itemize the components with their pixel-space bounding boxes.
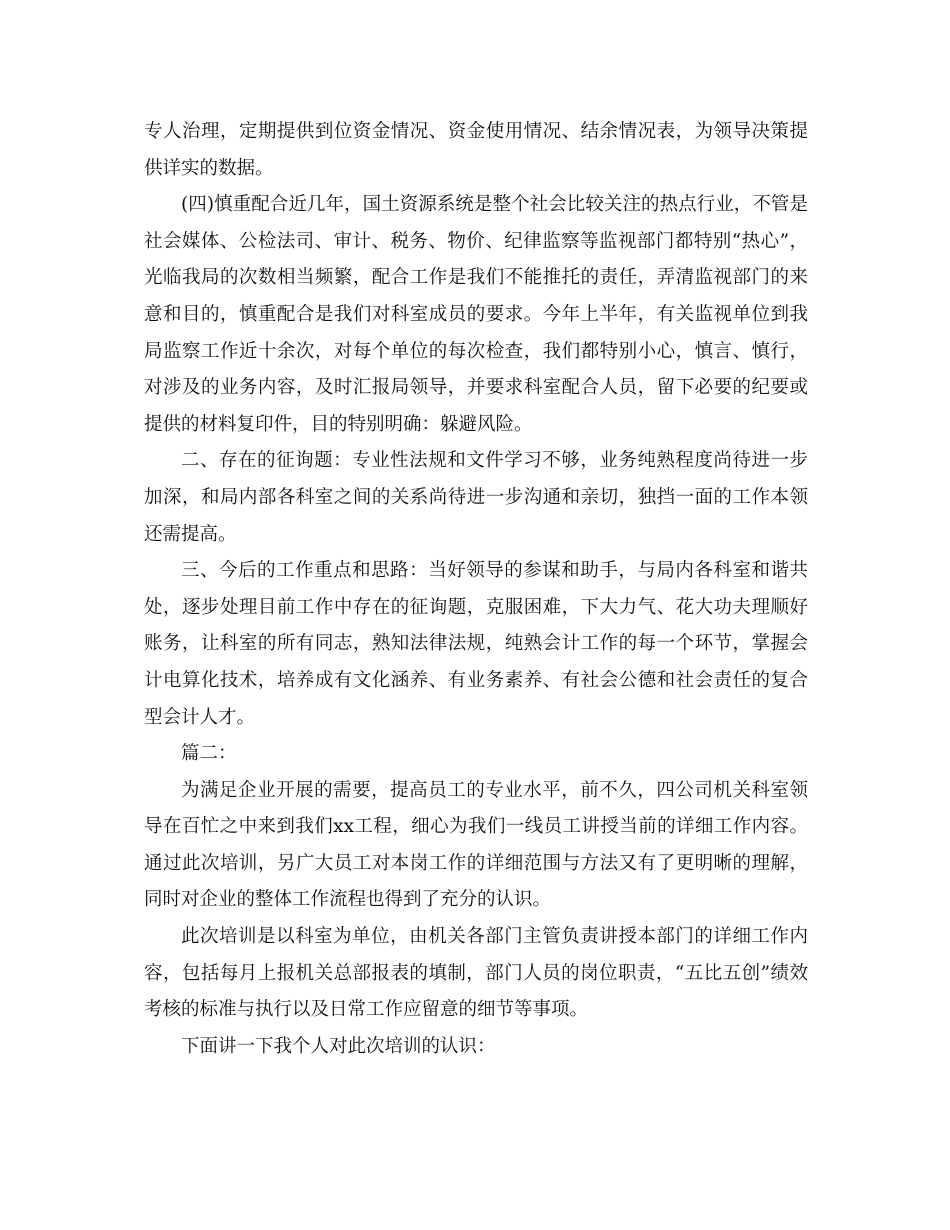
paragraph-training-content: 此次培训是以科室为单位，由机关各部门主管负责讲授本部门的详细工作内容，包括每月上报机关总部报表的填制，部门人员的岗位职责，“五比五创”绩效考核的标准与执行以及日常工作应留意的细节等事项。 — [144, 926, 808, 1021]
paragraph-cooperation: (四)慎重配合近几年，国土资源系统是整个社会比较关注的热点行业，不管是社会媒体、公检法司、审计、税务、物价、纪律监察等监视部门都特别“热心”，光临我局的次数相当频繁，配合工作是我们不能推托的责任，弄清监视部门的来意和目的，慎重配合是我们对科室成员的要求。今年上半年，有关监视单位到我局监察工作近十余次，对每个单位的每次检查，我们都特别小心，慎言、慎行，对涉及的业务内容，及时汇报局领导，并要求科室配合人员，留下必要的纪要或提供的材料复印件，目的特别明确：躲避风险。 — [144, 194, 808, 435]
paragraph-personal-view: 下面讲一下我个人对此次培训的认识： — [181, 1035, 496, 1057]
document-body — [144, 114, 808, 1065]
paragraph-future-work: 三、今后的工作重点和思路：当好领导的参谋和助手，与局内各科室和谐共处，逐步处理目前工作中存在的征询题，克服困难，下大力气、花大功夫理顺好账务，让科室的所有同志，熟知法律法规，纯熟会计工作的每一个环节，掌握会计电算化技术，培养成有文化涵养、有业务素养、有社会公德和社会责任的复合型会计人才。 — [144, 560, 808, 728]
section-heading-part-two: 篇二： — [181, 743, 237, 765]
paragraph-training-intro: 为满足企业开展的需要，提高员工的专业水平，前不久，四公司机关科室领导在百忙之中来到我们xx工程，细心为我们一线员工讲授当前的详细工作内容。通过此次培训，另广大员工对本岗工作的详细范围与方法又有了更明晰的理解，同时对企业的整体工作流程也得到了充分的认识。 — [144, 779, 808, 911]
paragraph-funding-report: 专人治理，定期提供到位资金情况、资金使用情况、结余情况表，为领导决策提供详实的数据。 — [144, 121, 808, 179]
paragraph-existing-issues: 二、存在的征询题：专业性法规和文件学习不够，业务纯熟程度尚待进一步加深，和局内部各科室之间的关系尚待进一步沟通和亲切，独挡一面的工作本领还需提高。 — [144, 450, 808, 545]
